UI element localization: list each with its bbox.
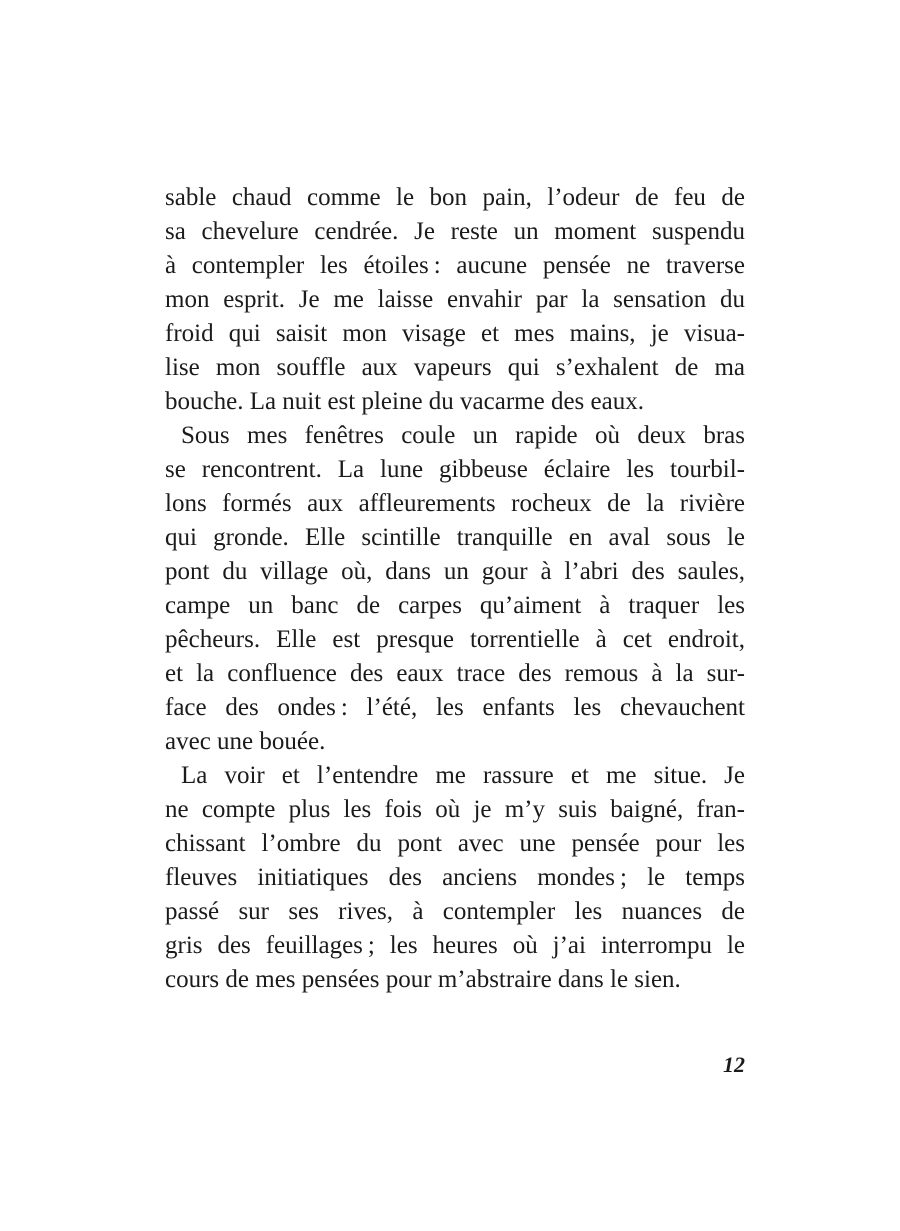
- text-line: sable chaud comme le bon pain, l’odeur de feu de: [165, 184, 745, 211]
- text-line: à contempler les étoiles : aucune pensée ne traverse: [165, 252, 745, 279]
- text-line: La voir et l’entendre me rassure et me situe. Je: [181, 762, 745, 789]
- paragraph: [165, 181, 745, 419]
- text-line: et la confluence des eaux trace des remous à la sur-: [165, 660, 745, 687]
- text-line: ne compte plus les fois où je m’y suis baigné, fran-: [165, 796, 745, 823]
- text-line: mon esprit. Je me laisse envahir par la sensation du: [165, 286, 745, 313]
- text-line: chissant l’ombre du pont avec une pensée pour les: [165, 830, 745, 857]
- text-line: passé sur ses rives, à contempler les nuances de: [165, 898, 745, 925]
- text-line: lons formés aux affleurements rocheux de la rivière: [165, 490, 745, 517]
- text-line: campe un banc de carpes qu’aiment à traquer les: [165, 592, 745, 619]
- text-line: cours de mes pensées pour m’abstraire dans le sien.: [165, 966, 681, 993]
- text-line: sa chevelure cendrée. Je reste un moment suspendu: [165, 218, 745, 245]
- text-line: froid qui saisit mon visage et mes mains, je visua-: [165, 320, 745, 347]
- text-line: lise mon souffle aux vapeurs qui s’exhalent de ma: [165, 354, 745, 381]
- text-line: avec une bouée.: [165, 728, 326, 755]
- text-line: bouche. La nuit est pleine du vacarme des eaux.: [165, 388, 644, 415]
- text-line: pêcheurs. Elle est presque torrentielle à cet endroit,: [165, 626, 745, 653]
- page-number: 12: [723, 1052, 745, 1077]
- text-line: gris des feuillages ; les heures où j’ai interrompu le: [165, 932, 745, 959]
- text-line: se rencontrent. La lune gibbeuse éclaire les tourbil-: [165, 456, 745, 483]
- paragraph: [165, 419, 745, 759]
- text-line: fleuves initiatiques des anciens mondes ; le temps: [165, 864, 745, 891]
- paragraph: [165, 759, 745, 997]
- text-line: pont du village où, dans un gour à l’abri des saules,: [165, 558, 745, 585]
- body-text: [165, 181, 745, 997]
- text-line: face des ondes : l’été, les enfants les chevauchent: [165, 694, 745, 721]
- text-line: Sous mes fenêtres coule un rapide où deux bras: [181, 422, 745, 449]
- text-line: qui gronde. Elle scintille tranquille en aval sous le: [165, 524, 745, 551]
